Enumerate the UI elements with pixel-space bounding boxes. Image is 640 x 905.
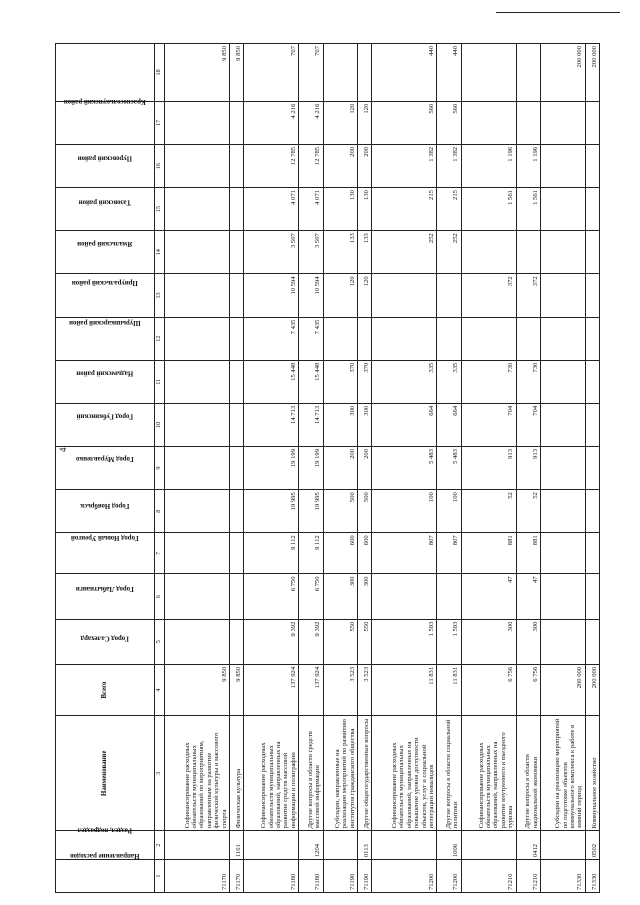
section-code-cell [372,831,437,860]
amount-cell [437,317,461,360]
header-rule [496,12,620,13]
amount-cell: 500 [358,490,372,533]
amount-cell [540,533,585,574]
amount-cell [540,403,585,446]
amount-cell [229,403,243,446]
amount-cell [165,360,230,403]
column-header-label: Красноселькупский район [64,97,146,105]
column-header-label: Шурышкарский район [69,318,141,326]
amount-cell: 7 435 [299,317,323,360]
column-number: 14 [155,231,165,274]
amount-cell: 3 523 [323,664,358,715]
amount-cell: 881 [516,533,540,574]
amount-cell [229,619,243,664]
amount-cell [165,403,230,446]
column-number: 11 [155,360,165,403]
name-cell: Субсидии, направленные на реализацию мероприятий по развитию институтов гражданского общества [323,716,358,831]
amount-cell [372,274,437,317]
section-code-cell [540,831,585,860]
amount-cell [229,101,243,144]
section-code-cell: 0113 [358,831,372,860]
amount-cell: 120 [358,274,372,317]
amount-cell: 200 000 [585,664,599,715]
amount-cell [165,101,230,144]
amount-cell [585,446,599,489]
amount-cell: 137 924 [244,664,299,715]
amount-cell: 100 [437,490,461,533]
amount-cell: 11 831 [437,664,461,715]
amount-cell [229,274,243,317]
amount-cell [585,360,599,403]
column-header-label: Город Муравленко [76,455,134,463]
amount-cell [516,231,540,274]
amount-cell: 707 [244,44,299,102]
column-number: 17 [155,101,165,144]
section-code-cell [244,831,299,860]
section-code-cell [323,831,358,860]
amount-cell [358,44,372,102]
amount-cell [165,490,230,533]
column-header-label: Город Лабытнанги [75,584,134,592]
amount-cell: 440 [372,44,437,102]
column-header [56,716,155,831]
amount-cell [323,317,358,360]
column-number: 1 [155,860,165,893]
amount-cell: 1 561 [516,188,540,231]
amount-cell: 6 756 [516,664,540,715]
amount-cell [372,574,437,619]
amount-cell: 9 850 [229,664,243,715]
table-row [461,44,516,893]
name-cell: Субсидии на реализацию мероприятий по подготовке объектов коммунального комплекса к работе в зимний период [540,716,585,831]
amount-cell [358,317,372,360]
amount-cell: 370 [358,360,372,403]
column-header [56,574,155,619]
column-number: 12 [155,317,165,360]
amount-cell [461,44,516,102]
column-header-label: Город Салехард [80,634,130,642]
amount-cell [461,231,516,274]
amount-cell: 200 000 [585,44,599,102]
expense-code-cell: 71190 [358,860,372,893]
table-row [585,44,599,893]
name-cell: Софинансирование расходных обязательств муниципальных образований, направленных на развитие внутреннего и въездного туризма [461,716,516,831]
amount-cell [540,274,585,317]
amount-cell [585,144,599,187]
name-cell: Другие вопросы в области средств массовой информации [299,716,323,831]
amount-cell: 9 392 [244,619,299,664]
amount-cell [585,274,599,317]
amount-cell [165,231,230,274]
amount-cell [585,317,599,360]
amount-cell: 15 448 [244,360,299,403]
amount-cell: 9 112 [299,533,323,574]
table-row [323,44,358,893]
amount-cell: 120 [323,274,358,317]
column-number: 4 [155,664,165,715]
amount-cell: 5 483 [437,446,461,489]
column-header-label: Надымский район [76,369,134,377]
amount-cell [540,446,585,489]
section-code-cell: 1006 [437,831,461,860]
column-header [56,490,155,533]
amount-cell [585,403,599,446]
amount-cell [585,533,599,574]
amount-cell: 120 [358,101,372,144]
amount-cell: 372 [461,274,516,317]
amount-cell: 1 382 [372,144,437,187]
amount-cell [585,231,599,274]
amount-cell [229,317,243,360]
amount-cell [540,317,585,360]
column-number: 13 [155,274,165,317]
amount-cell: 9 850 [165,44,230,102]
amount-cell [540,574,585,619]
table-row [244,44,299,893]
amount-cell: 12 785 [299,144,323,187]
amount-cell: 1 593 [372,619,437,664]
name-cell: Софинансирование расходных обязательств муниципальных образований, направленных на повышение уровня доступности объектов, услуг и социальной интеграции инвалидов [372,716,437,831]
name-cell: Физическая культура [229,716,243,831]
amount-cell: 4 071 [299,188,323,231]
amount-cell [437,274,461,317]
column-header [56,403,155,446]
column-header-label: Пуровский район [77,154,133,162]
amount-cell: 14 713 [244,403,299,446]
table-body [165,44,600,893]
column-header [56,188,155,231]
amount-cell: 10 594 [299,274,323,317]
column-header [56,317,155,360]
amount-cell: 130 [323,188,358,231]
column-header-label: Город Ноябрьск [80,502,130,510]
amount-cell: 14 713 [299,403,323,446]
column-header-label: Город Новый Уренгой [71,534,139,542]
amount-cell: 1 561 [461,188,516,231]
amount-cell [165,619,230,664]
amount-cell [229,490,243,533]
column-header [56,97,155,144]
amount-cell: 550 [358,619,372,664]
page-number: 4 [58,447,68,452]
amount-cell [540,231,585,274]
column-header [56,852,155,893]
column-header-label: Наименование [101,750,109,796]
amount-cell: 9 392 [299,619,323,664]
amount-cell: 560 [372,101,437,144]
amount-cell: 7 435 [244,317,299,360]
amount-cell: 215 [437,188,461,231]
amount-cell [165,188,230,231]
table-row [540,44,585,893]
column-header-label: Тазовский район [78,198,132,206]
table-row [516,44,540,893]
table-row [372,44,437,893]
section-code-cell: 0502 [585,831,599,860]
amount-cell [229,360,243,403]
amount-cell: 704 [516,403,540,446]
amount-cell: 300 [516,619,540,664]
amount-cell: 200 000 [540,44,585,102]
column-header [56,144,155,187]
amount-cell: 3 507 [244,231,299,274]
amount-cell: 47 [461,574,516,619]
amount-cell [516,44,540,102]
amount-cell: 6 756 [461,664,516,715]
column-header [56,533,155,574]
amount-cell: 1 196 [461,144,516,187]
amount-cell: 1 382 [437,144,461,187]
expense-code-cell: 71190 [323,860,358,893]
expense-code-cell: 71180 [244,860,299,893]
amount-cell [585,574,599,619]
section-code-cell: 1101 [229,831,243,860]
column-number: 6 [155,574,165,619]
amount-cell [585,619,599,664]
amount-cell: 9 850 [229,44,243,102]
amount-cell: 9 112 [244,533,299,574]
amount-cell [437,574,461,619]
name-cell: Другие вопросы в области социальной политики [437,716,461,831]
amount-cell: 5 483 [372,446,437,489]
amount-cell: 913 [461,446,516,489]
column-number: 8 [155,490,165,533]
table-row [299,44,323,893]
table-row [358,44,372,893]
amount-cell: 300 [358,574,372,619]
amount-cell: 52 [461,490,516,533]
amount-cell: 300 [323,574,358,619]
amount-cell [229,188,243,231]
amount-cell: 335 [372,360,437,403]
amount-cell: 707 [299,44,323,102]
expense-code-cell: 71330 [540,860,585,893]
amount-cell: 913 [516,446,540,489]
table-header-row [56,44,155,893]
name-cell: Софинансирование расходных обязательств муниципальных образований по мероприятиям, направленным на развитие физической культуры и массового спорта [165,716,230,831]
column-header-label: Приуральский район [72,278,138,286]
amount-cell: 200 [323,144,358,187]
table-row [229,44,243,893]
column-header-label: Раздел, подраздел [77,826,133,834]
column-number: 15 [155,188,165,231]
amount-cell: 560 [437,101,461,144]
amount-cell [229,231,243,274]
amount-cell [229,144,243,187]
amount-cell: 9 850 [165,664,230,715]
amount-cell: 200 [358,446,372,489]
amount-cell [165,533,230,574]
amount-cell: 252 [372,231,437,274]
amount-cell: 200 [323,446,358,489]
amount-cell: 133 [358,231,372,274]
amount-cell: 137 924 [299,664,323,715]
amount-cell [229,574,243,619]
column-number: 18 [155,44,165,102]
column-header-label: Ямальский район [77,240,133,248]
amount-cell: 252 [437,231,461,274]
amount-cell [372,317,437,360]
column-number: 2 [155,831,165,860]
rotated-sheet [55,43,600,893]
amount-cell: 215 [372,188,437,231]
amount-cell: 440 [437,44,461,102]
amount-cell [516,317,540,360]
column-header-label: Всего [101,681,109,699]
amount-cell: 200 [358,144,372,187]
amount-cell: 335 [437,360,461,403]
amount-cell: 600 [323,533,358,574]
amount-cell [165,144,230,187]
amount-cell: 3 507 [299,231,323,274]
expense-code-cell: 71170 [229,860,243,893]
amount-cell: 120 [323,101,358,144]
amount-cell: 15 448 [299,360,323,403]
table-row [437,44,461,893]
amount-cell [540,360,585,403]
amount-cell [323,44,358,102]
amount-cell: 4 216 [299,101,323,144]
amount-cell [540,619,585,664]
amount-cell: 47 [516,574,540,619]
amount-cell [585,101,599,144]
expense-code-cell: 71200 [372,860,437,893]
amount-cell: 19 199 [244,446,299,489]
amount-cell: 600 [358,533,372,574]
amount-cell [540,490,585,533]
section-code-cell: 0412 [516,831,540,860]
amount-cell: 1 196 [516,144,540,187]
amount-cell: 664 [437,403,461,446]
amount-cell: 881 [461,533,516,574]
amount-cell [540,188,585,231]
budget-table [55,43,600,893]
amount-cell [540,101,585,144]
expense-code-cell: 71210 [516,860,540,893]
column-header [56,446,155,489]
column-header [56,664,155,715]
amount-cell: 11 831 [372,664,437,715]
amount-cell: 730 [516,360,540,403]
column-number: 3 [155,716,165,831]
amount-cell [461,101,516,144]
amount-cell: 12 785 [244,144,299,187]
amount-cell: 133 [323,231,358,274]
expense-code-cell: 71330 [585,860,599,893]
section-code-cell [165,831,230,860]
section-code-cell: 1204 [299,831,323,860]
expense-code-cell: 71200 [437,860,461,893]
column-header [56,619,155,664]
amount-cell: 19 199 [299,446,323,489]
amount-cell [461,317,516,360]
column-number-row [155,44,165,893]
amount-cell [165,574,230,619]
amount-cell: 807 [372,533,437,574]
amount-cell: 664 [372,403,437,446]
amount-cell: 1 593 [437,619,461,664]
amount-cell: 500 [323,490,358,533]
amount-cell: 6 750 [299,574,323,619]
amount-cell: 130 [358,188,372,231]
amount-cell: 19 995 [244,490,299,533]
column-header-label: Направление расходов [70,852,140,860]
section-code-cell [461,831,516,860]
column-number: 9 [155,446,165,489]
column-number: 5 [155,619,165,664]
expense-code-cell: 71210 [461,860,516,893]
amount-cell [585,188,599,231]
amount-cell [516,101,540,144]
amount-cell: 100 [372,490,437,533]
amount-cell: 19 995 [299,490,323,533]
amount-cell [229,446,243,489]
column-header [56,231,155,274]
name-cell: Другие общегосударственные вопросы [358,716,372,831]
amount-cell: 4 071 [244,188,299,231]
name-cell: Софинансирование расходных обязательств муниципальных образований, направленных на развитие средств массовой информации и полиграфии [244,716,299,831]
amount-cell [165,446,230,489]
amount-cell: 300 [461,619,516,664]
amount-cell: 704 [461,403,516,446]
amount-cell: 52 [516,490,540,533]
amount-cell: 6 750 [244,574,299,619]
amount-cell: 10 594 [244,274,299,317]
name-cell: Коммунальное хозяйство [585,716,599,831]
amount-cell: 300 [358,403,372,446]
amount-cell: 370 [323,360,358,403]
amount-cell [585,490,599,533]
amount-cell: 730 [461,360,516,403]
amount-cell [165,274,230,317]
column-header [56,44,155,102]
amount-cell: 200 000 [540,664,585,715]
amount-cell [540,144,585,187]
column-header [56,274,155,317]
column-header-label: Город Губкинский [76,412,134,420]
amount-cell: 300 [323,403,358,446]
amount-cell: 3 523 [358,664,372,715]
column-number: 10 [155,403,165,446]
amount-cell [229,533,243,574]
table-row [165,44,230,893]
amount-cell: 372 [516,274,540,317]
column-number: 7 [155,533,165,574]
expense-code-cell: 71170 [165,860,230,893]
column-number: 16 [155,144,165,187]
amount-cell: 807 [437,533,461,574]
expense-code-cell: 71180 [299,860,323,893]
name-cell: Другие вопросы в области национальной экономики [516,716,540,831]
column-header [56,360,155,403]
amount-cell: 550 [323,619,358,664]
amount-cell: 4 216 [244,101,299,144]
amount-cell [165,317,230,360]
